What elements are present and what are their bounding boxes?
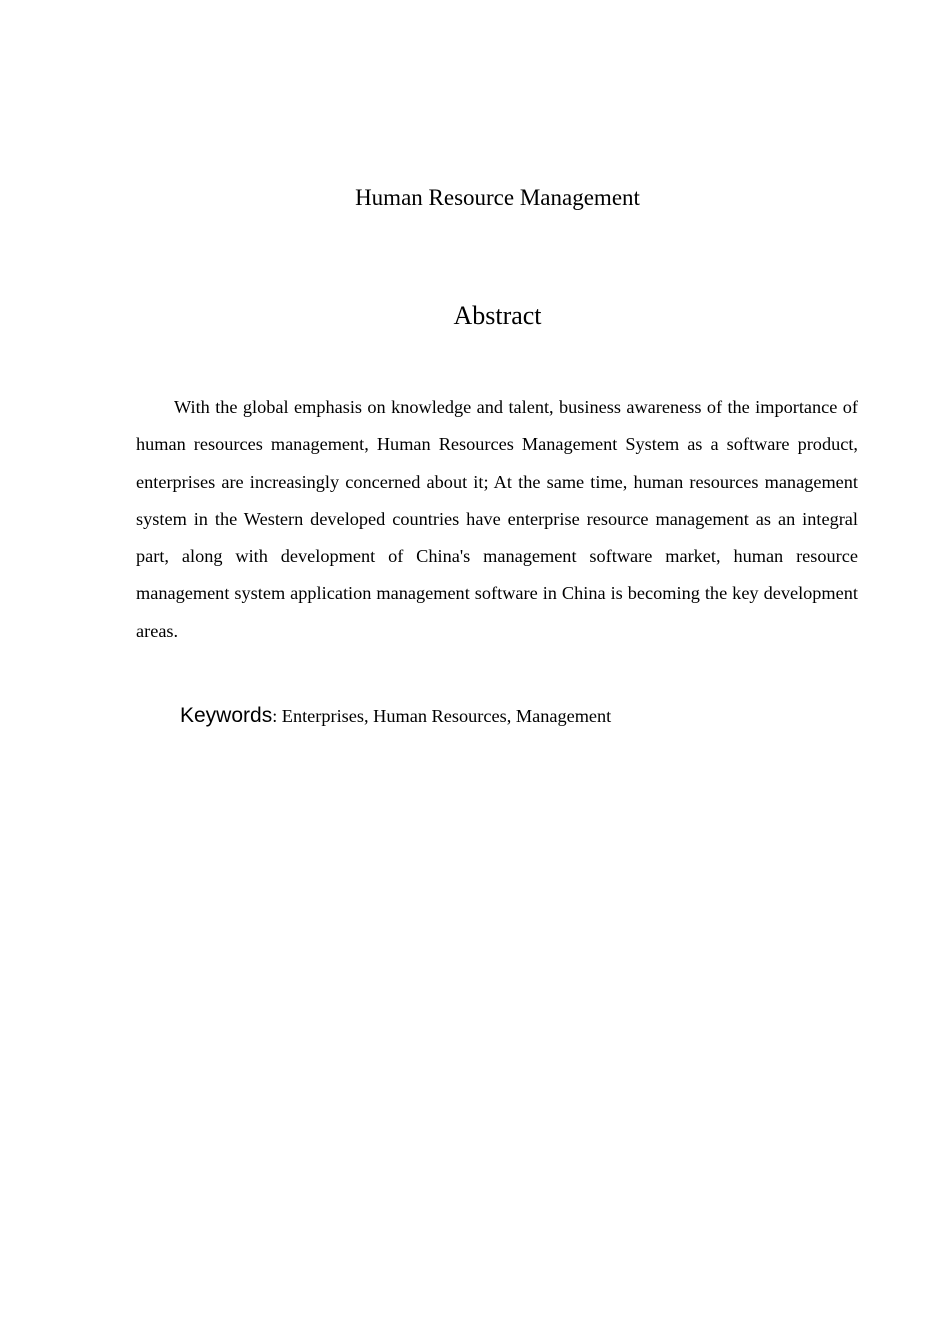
abstract-heading: Abstract: [453, 301, 542, 330]
keywords-values: Enterprises, Human Resources, Management: [277, 706, 612, 726]
keywords-line: [180, 700, 880, 734]
abstract-paragraph: With the global emphasis on knowledge and talent, business awareness of the importance of human resources management, Human Resources Management System as a software product, enterprises are increasingly concerned about it; At the same time, human resources management system in the Western developed countries have enterprise resource management as an integral part, along with development of China's management software market, human resource management system application management software in China is becoming the key development areas.: [136, 397, 858, 641]
keywords-separator: :: [272, 706, 278, 726]
keywords-label: Keywords: [180, 704, 273, 727]
document-title: Human Resource Management: [355, 185, 640, 210]
